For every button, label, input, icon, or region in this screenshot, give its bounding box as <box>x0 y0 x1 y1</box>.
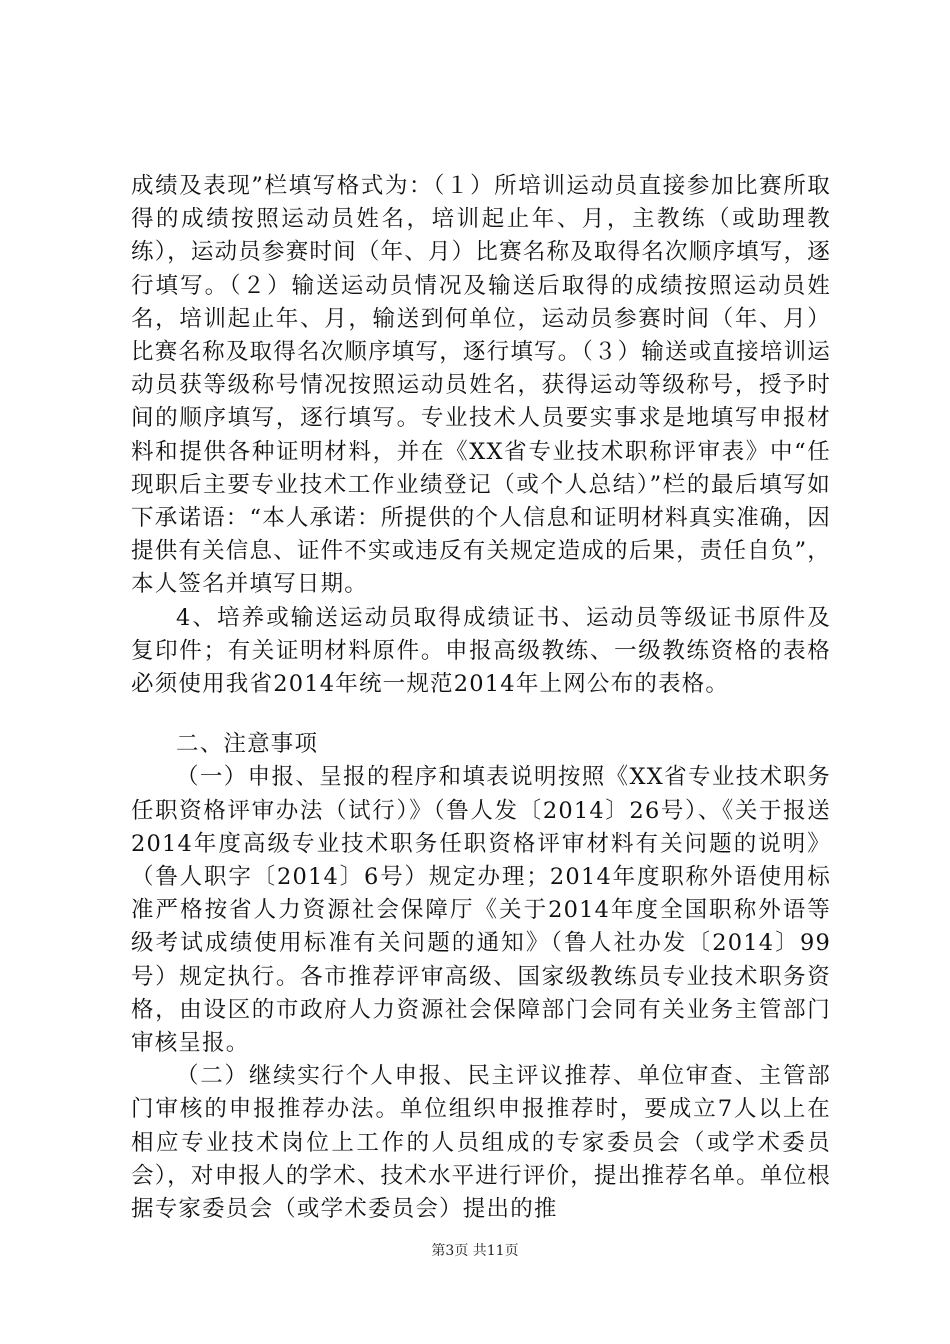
paragraph-notice-2: （二）继续实行个人申报、民主评议推荐、单位审查、主管部门审核的申报推荐办法。单位组织申报推荐时，要成立7人以上在相应专业技术岗位上工作的人员组成的专家委员会（或学术委员会），对申报人的学术、技术水平进行评价，提出推荐名单。单位根据专家委员会（或学术委员会）提出的推 <box>131 1063 831 1223</box>
section-heading: 二、注意事项 <box>176 731 319 758</box>
document-body <box>131 170 831 1226</box>
paragraph-fill-format: 成绩及表现”栏填写格式为：（１）所培训运动员直接参加比赛所取得的成绩按照运动员姓名，培训起止年、月，主教练（或助理教练），运动员参赛时间（年、月）比赛名称及取得名次顺序填写，逐行填写。（２）输送运动员情况及输送后取得的成绩按照运动员姓名，培训起止年、月，输送到何单位，运动员参赛时间（年、月）比赛名称及取得名次顺序填写，逐行填写。（３）输送或直接培训运动员获等级称号情况按照运动员姓名，获得运动等级称号，授予时间的顺序填写，逐行填写。专业技术人员要实事求是地填写申报材料和提供各种证明材料，并在《XX省专业技术职称评审表》中“任现职后主要专业技术工作业绩登记（或个人总结）”栏的最后填写如下承诺语：“本人承诺：所提供的个人信息和证明材料真实准确，因提供有关信息、证件不实或违反有关规定造成的后果，责任自负”，本人签名并填写日期。 <box>131 173 832 598</box>
paragraph-item-4: 4、培养或输送运动员取得成绩证书、运动员等级证书原件及复印件；有关证明材料原件。申报高级教练、一级教练资格的表格必须使用我省2014年统一规范2014年上网公布的表格。 <box>131 604 831 698</box>
page-footer: 第3页 共11页 <box>431 1243 519 1259</box>
paragraph-notice-1: （一）申报、呈报的程序和填表说明按照《XX省专业技术职务任职资格评审办法（试行）》（鲁人发〔2014〕26号）、《关于报送2014年度高级专业技术职务任职资格评审材料有关问题的说明》（鲁人职字〔2014〕6号）规定办理；2014年度职称外语使用标准严格按省人力资源社会保障厅《关于2014年度全国职称外语等级考试成绩使用标准有关问题的通知》（鲁人社办发〔2014〕99号）规定执行。各市推荐评审高级、国家级教练员专业技术职务资格，由设区的市政府人力资源社会保障部门会同有关业务主管部门审核呈报。 <box>131 764 831 1057</box>
